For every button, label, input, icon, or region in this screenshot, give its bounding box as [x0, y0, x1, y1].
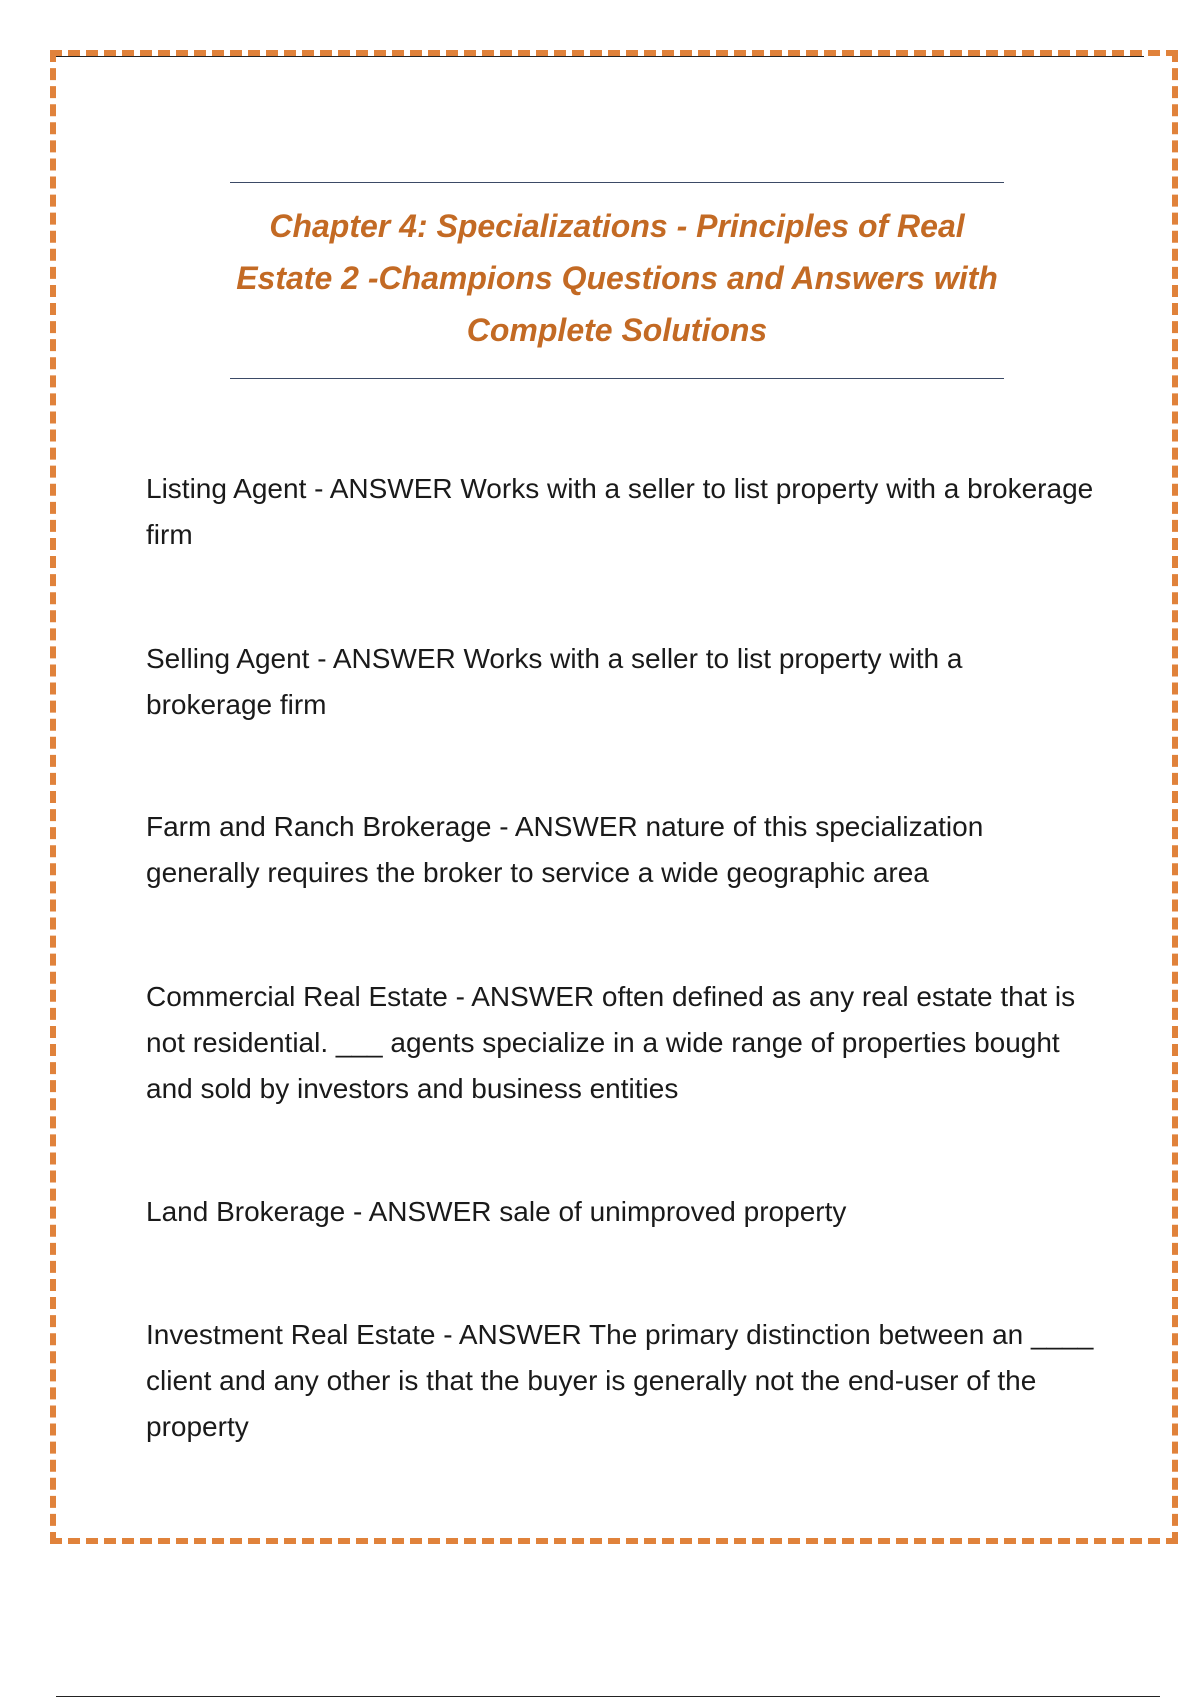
answer-marker: ANSWER [458, 1319, 582, 1350]
qa-answer: often defined as any real estate that is not residential. ___ agents specialize in a wide range of properties bought and sold by investors and business entities [146, 981, 1076, 1104]
document-title: Chapter 4: Specializations - Principles of Real Estate 2 -Champions Questions and Answers with Complete Solutions [236, 208, 998, 348]
qa-term: Investment Real Estate [146, 1319, 436, 1350]
page-bottom-rule [56, 1696, 1160, 1697]
qa-item-listing-agent: Listing Agent - ANSWER Works with a seller to list property with a brokerage firm [146, 473, 1094, 550]
qa-term: Commercial Real Estate [146, 981, 448, 1012]
qa-term: Selling Agent [146, 643, 310, 674]
title-top-rule [230, 182, 1004, 183]
qa-item-commercial-real-estate: Commercial Real Estate - ANSWER often defined as any real estate that is not residential. ___ agents specialize in a wide range of properties bought and sold by investors and business entities [146, 981, 1076, 1104]
answer-marker: ANSWER [368, 1196, 492, 1227]
qa-item-farm-and-ranch-brokerage: Farm and Ranch Brokerage - ANSWER nature of this specialization generally requires the broker to service a wide geographic area [146, 811, 984, 888]
answer-marker: ANSWER [329, 473, 453, 504]
answer-marker: ANSWER [514, 811, 638, 842]
qa-term: Farm and Ranch Brokerage [146, 811, 492, 842]
qa-answer: The primary distinction between an ____ client and any other is that the buyer is generally not the end-user of the property [146, 1319, 1094, 1442]
qa-answer: Works with a seller to list property with a brokerage firm [146, 473, 1094, 550]
qa-answer: nature of this specialization generally requires the broker to service a wide geographic area [146, 811, 984, 888]
answer-marker: ANSWER [332, 643, 456, 674]
qa-answer: Works with a seller to list property with a brokerage firm [146, 643, 963, 720]
qa-answer: sale of unimproved property [499, 1196, 847, 1227]
qa-item-investment-real-estate: Investment Real Estate - ANSWER The primary distinction between an ____ client and any other is that the buyer is generally not the end-user of the property [146, 1319, 1094, 1442]
qa-term: Listing Agent [146, 473, 307, 504]
qa-item-selling-agent: Selling Agent - ANSWER Works with a seller to list property with a brokerage firm [146, 643, 963, 720]
qa-term: Land Brokerage [146, 1196, 346, 1227]
qa-item-land-brokerage: Land Brokerage - ANSWER sale of unimproved property [146, 1196, 847, 1227]
answer-marker: ANSWER [471, 981, 595, 1012]
title-bottom-rule [230, 378, 1004, 379]
